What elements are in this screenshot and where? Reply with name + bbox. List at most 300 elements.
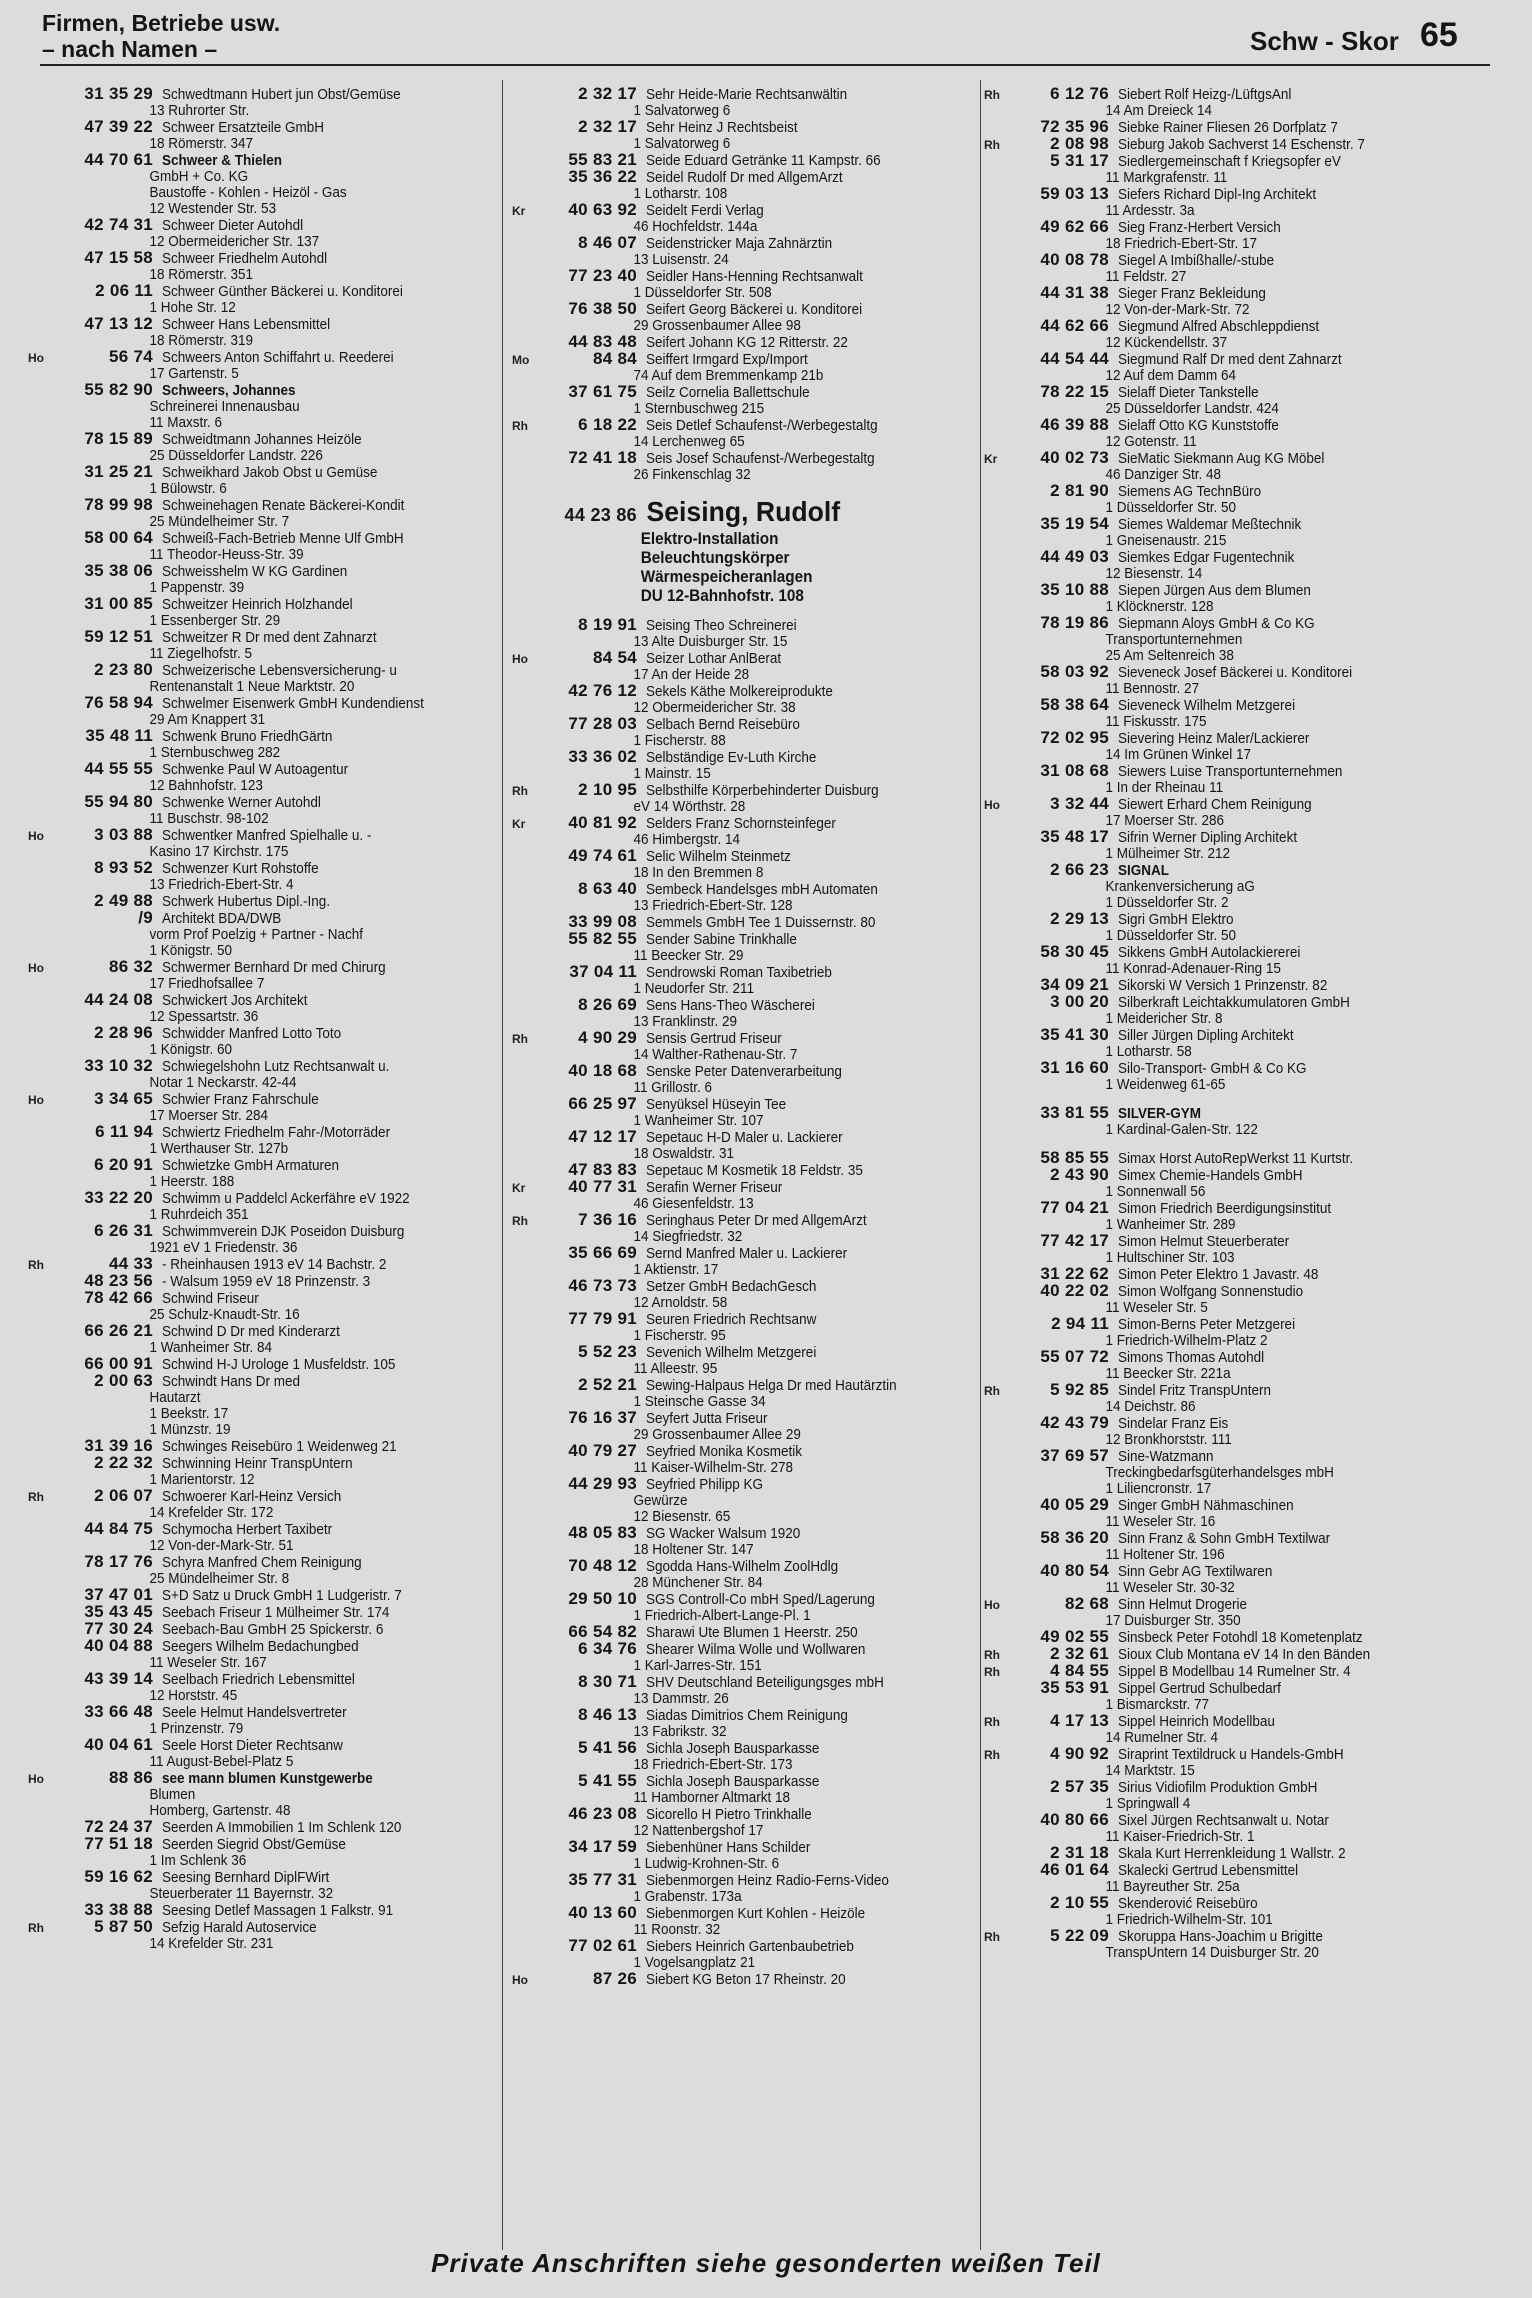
directory-entry xyxy=(28,794,490,827)
business-name: Schymocha Herbert Taxibetr xyxy=(162,1521,333,1538)
business-name: Sievering Heinz Maler/Lackierer xyxy=(1118,730,1310,747)
phone-number: 77 79 91 xyxy=(568,1309,637,1328)
entry-main-line xyxy=(512,1525,980,1542)
business-name: Schyra Manfred Chem Reinigung xyxy=(162,1554,362,1571)
phone-number: 2 31 18 xyxy=(1050,1843,1109,1862)
directory-entry xyxy=(512,301,980,334)
directory-entry xyxy=(512,1707,980,1740)
phone-number: 58 36 20 xyxy=(1040,1528,1109,1547)
business-name: Siller Jürgen Dipling Architekt xyxy=(1118,1027,1294,1044)
directory-entry xyxy=(28,860,490,893)
directory-entry xyxy=(512,1674,980,1707)
business-name: - Rheinhausen 1913 eV 14 Bachstr. 2 xyxy=(162,1256,387,1273)
district-code: Ho xyxy=(28,961,44,975)
business-name: Setzer GmbH BedachGesch xyxy=(646,1278,817,1295)
address-line: 12 Auf dem Damm 64 xyxy=(1105,367,1237,384)
entry-main-line xyxy=(28,662,490,679)
directory-entry xyxy=(28,464,490,497)
business-name: Silo-Transport- GmbH & Co KG xyxy=(1118,1060,1307,1077)
address-line: 1 Friedrich-Wilhelm-Str. 101 xyxy=(1105,1911,1273,1928)
address-line: 18 Römerstr. 351 xyxy=(149,266,254,283)
address-line: 14 Walther-Rathenau-Str. 7 xyxy=(633,1046,798,1063)
business-name: Sichla Joseph Bausparkasse xyxy=(646,1773,820,1790)
business-name: Schwimm u Paddelcl Ackerfähre eV 1922 xyxy=(162,1190,410,1207)
entry-main-line xyxy=(28,1919,490,1936)
business-name: Schwelmer Eisenwerk GmbH Kundendienst xyxy=(162,695,424,712)
address-line: 1 Ruhrdeich 351 xyxy=(149,1206,249,1223)
address-line: 1 Steinsche Gasse 34 xyxy=(633,1393,766,1410)
entry-main-line xyxy=(28,695,490,712)
address-line: Blumen xyxy=(149,1786,196,1803)
directory-entry xyxy=(28,530,490,563)
phone-number: 87 26 xyxy=(592,1969,637,1988)
address-line: 11 August-Bebel-Platz 5 xyxy=(149,1753,294,1770)
address-line: 12 Westender Str. 53 xyxy=(149,200,277,217)
entry-main-line xyxy=(512,1905,980,1922)
entry-main-line xyxy=(512,1641,980,1658)
address-line: Notar 1 Neckarstr. 42-44 xyxy=(149,1074,297,1091)
phone-number: 40 18 68 xyxy=(568,1061,637,1080)
address-line: 1 Meidericher Str. 8 xyxy=(1105,1010,1223,1027)
address-line: 1 Sternbuschweg 215 xyxy=(633,400,765,417)
directory-entry xyxy=(512,749,980,782)
phone-number: 44 24 08 xyxy=(84,990,153,1009)
address-line: DU 12-Bahnhofstr. 108 xyxy=(640,586,804,605)
phone-number: 35 53 91 xyxy=(1040,1678,1109,1697)
address-line: 11 Roonstr. 32 xyxy=(633,1921,721,1938)
directory-entry xyxy=(984,1596,1484,1629)
address-line: 1 Münzstr. 19 xyxy=(149,1421,231,1438)
address-line: 12 Bronkhorststr. 111 xyxy=(1105,1431,1232,1448)
address-line: 11 Kaiser-Friedrich-Str. 1 xyxy=(1105,1828,1255,1845)
district-code: Rh xyxy=(984,1748,1000,1762)
address-line: 17 Moerser Str. 286 xyxy=(1105,812,1225,829)
entry-main-line xyxy=(984,483,1484,500)
address-line: 12 Arnoldstr. 58 xyxy=(633,1294,728,1311)
address-line: 14 Deichstr. 86 xyxy=(1105,1398,1196,1415)
address-line: 1 Mainstr. 15 xyxy=(633,765,711,782)
address-line: 1 Wanheimer Str. 84 xyxy=(149,1339,273,1356)
entry-main-line xyxy=(512,1872,980,1889)
address-line: 11 Ziegelhofstr. 5 xyxy=(149,645,253,662)
phone-number: 48 23 56 xyxy=(84,1271,153,1290)
business-name: Siemens AG TechnBüro xyxy=(1118,483,1262,500)
entry-main-line xyxy=(28,1190,490,1207)
address-line: 11 Weseler Str. 30-32 xyxy=(1105,1579,1235,1596)
address-line: 1 Hultschiner Str. 103 xyxy=(1105,1249,1235,1266)
address-line: 28 Münchener Str. 84 xyxy=(633,1574,763,1591)
entry-main-line xyxy=(984,384,1484,401)
business-name: Schwind H-J Urologe 1 Musfeldstr. 105 xyxy=(162,1356,396,1373)
address-line: 1 Werthauser Str. 127b xyxy=(149,1140,289,1157)
phone-number: 72 41 18 xyxy=(568,448,637,467)
phone-number: 47 39 22 xyxy=(84,117,153,136)
entry-main-line xyxy=(28,1554,490,1571)
address-line: eV 14 Wörthstr. 28 xyxy=(633,798,746,815)
directory-entry xyxy=(984,1895,1484,1928)
directory-entry xyxy=(28,695,490,728)
district-code: Rh xyxy=(984,1715,1000,1729)
entry-main-line xyxy=(984,1283,1484,1300)
entry-main-line xyxy=(512,86,980,103)
directory-entry xyxy=(28,152,490,217)
entry-main-line xyxy=(512,1344,980,1361)
phone-number: 76 58 94 xyxy=(84,693,153,712)
business-name: Simon Wolfgang Sonnenstudio xyxy=(1118,1283,1304,1300)
address-line: 11 Feldstr. 27 xyxy=(1105,268,1187,285)
business-name: Schweikhard Jakob Obst u Gemüse xyxy=(162,464,378,481)
directory-entry xyxy=(28,910,490,959)
business-name: Selbach Bernd Reisebüro xyxy=(646,716,800,733)
business-name: Schwermer Bernhard Dr med Chirurg xyxy=(162,959,386,976)
directory-entry xyxy=(512,1377,980,1410)
directory-entry xyxy=(984,994,1484,1027)
directory-column-3 xyxy=(984,86,1484,2236)
directory-entry xyxy=(512,964,980,997)
phone-number: 3 00 20 xyxy=(1050,992,1109,1011)
phone-number: 6 20 91 xyxy=(94,1155,153,1174)
section-title-line2: – nach Namen – xyxy=(42,36,218,62)
address-line: Kasino 17 Kirchstr. 175 xyxy=(149,843,289,860)
business-name: Sieveneck Wilhelm Metzgerei xyxy=(1118,697,1296,714)
entry-main-line xyxy=(28,250,490,267)
district-code: Rh xyxy=(984,88,1000,102)
directory-entry xyxy=(512,1525,980,1558)
phone-number: 40 79 27 xyxy=(568,1441,637,1460)
phone-number: 2 32 61 xyxy=(1050,1644,1109,1663)
address-line: 1 Salvatorweg 6 xyxy=(633,102,731,119)
entry-main-line xyxy=(984,450,1484,467)
directory-entry xyxy=(28,1737,490,1770)
business-name: Sine-Watzmann xyxy=(1118,1448,1214,1465)
phone-number: 31 00 85 xyxy=(84,594,153,613)
business-name: Seidel Rudolf Dr med AllgemArzt xyxy=(646,169,843,186)
address-line: 12 Gotenstr. 11 xyxy=(1105,433,1197,450)
business-name: Seidelt Ferdi Verlag xyxy=(646,202,764,219)
directory-entry xyxy=(984,1233,1484,1266)
phone-number: 56 74 xyxy=(108,347,153,366)
business-name: Seegers Wilhelm Bedachungbed xyxy=(162,1638,359,1655)
address-line: 12 Horststr. 45 xyxy=(149,1687,238,1704)
business-name: Siegel A Imbißhalle/-stube xyxy=(1118,252,1275,269)
business-name: Siebert KG Beton 17 Rheinstr. 20 xyxy=(646,1971,846,1988)
phone-number: 8 46 13 xyxy=(578,1705,637,1724)
business-name: Schwidder Manfred Lotto Toto xyxy=(162,1025,342,1042)
business-name: Schwier Franz Fahrschule xyxy=(162,1091,319,1108)
address-line: 17 Friedhofsallee 7 xyxy=(149,975,265,992)
phone-number: 2 10 95 xyxy=(578,780,637,799)
address-line: 18 Holtener Str. 147 xyxy=(633,1541,754,1558)
business-name: SGS Controll-Co mbH Sped/Lagerung xyxy=(646,1591,875,1608)
address-line: 1 Kardinal-Galen-Str. 122 xyxy=(1105,1121,1258,1138)
phone-number: 8 26 69 xyxy=(578,995,637,1014)
entry-main-line xyxy=(984,1713,1484,1730)
directory-entry xyxy=(512,683,980,716)
business-name: Schwinges Reisebüro 1 Weidenweg 21 xyxy=(162,1438,397,1455)
business-name: Sippel Gertrud Schulbedarf xyxy=(1118,1680,1281,1697)
directory-entry xyxy=(512,1641,980,1674)
district-code: Rh xyxy=(984,1665,1000,1679)
address-line: 14 Siegfriedstr. 32 xyxy=(633,1228,743,1245)
phone-number: 46 73 73 xyxy=(568,1276,637,1295)
business-name: Simax Horst AutoRepWerkst 11 Kurtstr. xyxy=(1118,1150,1354,1167)
phone-number: 78 22 15 xyxy=(1040,382,1109,401)
section-title-line1: Firmen, Betriebe usw. xyxy=(42,10,281,36)
phone-number: 31 39 16 xyxy=(84,1436,153,1455)
entry-main-line xyxy=(28,629,490,646)
entry-main-line xyxy=(512,1179,980,1196)
phone-number: 78 15 89 xyxy=(84,429,153,448)
phone-number: 40 08 78 xyxy=(1040,250,1109,269)
directory-entry xyxy=(984,318,1484,351)
directory-entry xyxy=(984,153,1484,186)
entry-main-line xyxy=(512,683,980,700)
district-code: Rh xyxy=(984,1384,1000,1398)
directory-entry xyxy=(28,1058,490,1091)
directory-entry xyxy=(28,1671,490,1704)
entry-main-line xyxy=(28,464,490,481)
directory-entry xyxy=(984,1530,1484,1563)
address-line: GmbH + Co. KG xyxy=(149,168,249,185)
business-name: Senyüksel Hüseyin Tee xyxy=(646,1096,787,1113)
address-line: 18 Friedrich-Ebert-Str. 173 xyxy=(633,1756,793,1773)
directory-entry xyxy=(28,1919,490,1952)
directory-entry xyxy=(984,351,1484,384)
entry-main-line xyxy=(984,944,1484,961)
address-line: 12 Obermeidericher Str. 38 xyxy=(633,699,796,716)
business-name: Siebenmorgen Kurt Kohlen - Heizöle xyxy=(646,1905,866,1922)
address-line: 12 Biesenstr. 65 xyxy=(633,1508,731,1525)
address-line: 11 Weseler Str. 5 xyxy=(1105,1299,1208,1316)
phone-number: 72 02 95 xyxy=(1040,728,1109,747)
directory-entry xyxy=(512,1278,980,1311)
directory-entry xyxy=(512,1806,980,1839)
address-line: Elektro-Installation xyxy=(640,529,779,548)
directory-entry xyxy=(984,1812,1484,1845)
entry-main-line xyxy=(984,549,1484,566)
business-name: SHV Deutschland Beteiligungsges mbH xyxy=(646,1674,884,1691)
business-name: Serafin Werner Friseur xyxy=(646,1179,783,1196)
business-name: Singer GmbH Nähmaschinen xyxy=(1118,1497,1294,1514)
phone-number: 2 08 98 xyxy=(1050,134,1109,153)
address-line: 13 Franklinstr. 29 xyxy=(633,1013,738,1030)
directory-entry xyxy=(28,893,490,910)
address-line: 14 Im Grünen Winkel 17 xyxy=(1105,746,1252,763)
address-line: 25 Düsseldorfer Landstr. 226 xyxy=(149,447,323,464)
directory-entry xyxy=(28,959,490,992)
directory-entry xyxy=(512,1311,980,1344)
phone-number: 44 54 44 xyxy=(1040,349,1109,368)
business-name: Sikkens GmbH Autolackiererei xyxy=(1118,944,1301,961)
address-line: Krankenversicherung aG xyxy=(1105,878,1255,895)
directory-entry xyxy=(28,1704,490,1737)
address-line: 25 Düsseldorfer Landstr. 424 xyxy=(1105,400,1279,417)
phone-number: 47 12 17 xyxy=(568,1127,637,1146)
address-line: 12 Bahnhofstr. 123 xyxy=(149,777,263,794)
business-name: Schwickert Jos Architekt xyxy=(162,992,308,1009)
entry-main-line xyxy=(28,910,490,927)
district-code: Ho xyxy=(512,1973,528,1987)
address-line: 13 Alte Duisburger Str. 15 xyxy=(633,633,788,650)
business-name: Sernd Manfred Maler u. Lackierer xyxy=(646,1245,848,1262)
address-line: 13 Friedrich-Ebert-Str. 4 xyxy=(149,876,294,893)
phone-number: 37 61 75 xyxy=(568,382,637,401)
directory-entry xyxy=(28,119,490,152)
directory-entry xyxy=(28,992,490,1025)
entry-main-line xyxy=(984,1316,1484,1333)
entry-main-line xyxy=(984,582,1484,599)
address-line: 11 Bayreuther Str. 25a xyxy=(1105,1878,1240,1895)
directory-entry xyxy=(512,417,980,450)
entry-main-line xyxy=(512,351,980,368)
directory-entry xyxy=(984,1105,1484,1138)
address-line: 13 Ruhrorter Str. xyxy=(149,102,250,119)
address-line: 1 Düsseldorfer Str. 50 xyxy=(1105,499,1237,516)
phone-number: 44 70 61 xyxy=(84,150,153,169)
address-line: 14 Krefelder Str. 172 xyxy=(149,1504,274,1521)
phone-number: 66 54 82 xyxy=(568,1622,637,1641)
business-name: Sigri GmbH Elektro xyxy=(1118,911,1234,928)
entry-main-line xyxy=(512,450,980,467)
district-code: Rh xyxy=(984,1930,1000,1944)
entry-main-line xyxy=(28,1091,490,1108)
phone-number: 2 29 13 xyxy=(1050,909,1109,928)
directory-entry xyxy=(512,268,980,301)
business-name: Seis Detlef Schaufenst-/Werbegestaltg xyxy=(646,417,878,434)
phone-number: 48 05 83 xyxy=(568,1523,637,1542)
entry-main-line xyxy=(512,931,980,948)
business-name: Sirius Vidiofilm Produktion GmbH xyxy=(1118,1779,1318,1796)
business-name: Sippel B Modellbau 14 Rumelner Str. 4 xyxy=(1118,1663,1351,1680)
phone-number: 76 38 50 xyxy=(568,299,637,318)
business-name: Seesing Bernhard DiplFWirt xyxy=(162,1869,330,1886)
entry-main-line xyxy=(512,1591,980,1608)
entry-main-line xyxy=(984,1027,1484,1044)
directory-entry xyxy=(512,1063,980,1096)
business-name: Simex Chemie-Handels GmbH xyxy=(1118,1167,1303,1184)
business-name: SG Wacker Walsum 1920 xyxy=(646,1525,801,1542)
directory-entry xyxy=(512,86,980,119)
entry-main-line xyxy=(984,730,1484,747)
business-name: Seidenstricker Maja Zahnärztin xyxy=(646,235,833,252)
business-name: Siebke Rainer Fliesen 26 Dorfplatz 7 xyxy=(1118,119,1338,136)
phone-number: 46 39 88 xyxy=(1040,415,1109,434)
directory-entry xyxy=(984,219,1484,252)
phone-number: 55 82 90 xyxy=(84,380,153,399)
phone-number: /9 xyxy=(138,908,153,927)
phone-number: 66 26 21 xyxy=(84,1321,153,1340)
business-name: Sepetauc M Kosmetik 18 Feldstr. 35 xyxy=(646,1162,863,1179)
phone-number: 31 08 68 xyxy=(1040,761,1109,780)
district-code: Ho xyxy=(28,1093,44,1107)
phone-number: 6 26 31 xyxy=(94,1221,153,1240)
phone-number: 33 38 88 xyxy=(84,1900,153,1919)
phone-number: 88 86 xyxy=(108,1768,153,1787)
directory-entry xyxy=(512,169,980,202)
phone-number: 35 43 45 xyxy=(84,1602,153,1621)
directory-entry xyxy=(28,1554,490,1587)
address-line: 1 Mülheimer Str. 212 xyxy=(1105,845,1231,862)
directory-entry xyxy=(28,382,490,431)
address-line: 1 Hohe Str. 12 xyxy=(149,299,236,316)
address-line: 25 Mündelheimer Str. 7 xyxy=(149,513,290,530)
district-code: Rh xyxy=(28,1258,44,1272)
directory-entry xyxy=(984,1415,1484,1448)
directory-entry xyxy=(28,1521,490,1554)
phone-number: 78 99 98 xyxy=(84,495,153,514)
phone-number: 58 03 92 xyxy=(1040,662,1109,681)
address-line: 1 Friedrich-Wilhelm-Platz 2 xyxy=(1105,1332,1268,1349)
entry-main-line xyxy=(984,829,1484,846)
entry-main-line xyxy=(512,334,980,351)
phone-number: 72 24 37 xyxy=(84,1817,153,1836)
address-line: 1 Düsseldorfer Str. 508 xyxy=(633,284,772,301)
phone-number: 33 36 02 xyxy=(568,747,637,766)
phone-number: 66 00 91 xyxy=(84,1354,153,1373)
phone-number: 2 23 80 xyxy=(94,660,153,679)
phone-number: 44 33 xyxy=(108,1254,153,1273)
phone-number: 40 22 02 xyxy=(1040,1281,1109,1300)
entry-main-line xyxy=(984,1233,1484,1250)
entry-main-line xyxy=(28,119,490,136)
business-name: Schweer Günther Bäckerei u. Konditorei xyxy=(162,283,403,300)
directory-entry xyxy=(984,516,1484,549)
directory-entry xyxy=(512,1971,980,1988)
phone-number: 59 16 62 xyxy=(84,1867,153,1886)
business-name: Seebach-Bau GmbH 25 Spickerstr. 6 xyxy=(162,1621,384,1638)
entry-main-line xyxy=(984,1812,1484,1829)
business-name: Seele Helmut Handelsvertreter xyxy=(162,1704,347,1721)
business-name: Schweisshelm W KG Gardinen xyxy=(162,563,348,580)
directory-entry xyxy=(512,334,980,351)
business-name: Sgodda Hans-Wilhelm ZoolHdlg xyxy=(646,1558,839,1575)
address-line: 14 Am Dreieck 14 xyxy=(1105,102,1213,119)
district-code: Kr xyxy=(984,452,998,466)
address-line: Rentenanstalt 1 Neue Marktstr. 20 xyxy=(149,678,355,695)
phone-number: 58 30 45 xyxy=(1040,942,1109,961)
phone-number: 6 34 76 xyxy=(578,1639,637,1658)
phone-number: 2 32 17 xyxy=(578,117,637,136)
address-line: 1 Neudorfer Str. 211 xyxy=(633,980,755,997)
address-line: 14 Lerchenweg 65 xyxy=(633,433,745,450)
entry-main-line xyxy=(512,1938,980,1955)
business-name: Sefzig Harald Autoservice xyxy=(162,1919,317,1936)
business-name: Seising, Rudolf xyxy=(646,496,841,527)
address-line: 29 Grossenbaumer Allee 98 xyxy=(633,317,801,334)
entry-main-line xyxy=(984,697,1484,714)
phone-number: 7 36 16 xyxy=(578,1210,637,1229)
directory-entry xyxy=(984,1027,1484,1060)
business-name: Schwenzer Kurt Rohstoffe xyxy=(162,860,319,877)
directory-entry xyxy=(512,1558,980,1591)
phone-number: 78 17 76 xyxy=(84,1552,153,1571)
directory-entry xyxy=(984,1060,1484,1093)
business-name: Sens Hans-Theo Wäscherei xyxy=(646,997,815,1014)
phone-number: 44 55 55 xyxy=(84,759,153,778)
entry-main-line xyxy=(512,1971,980,1988)
phone-number: 40 05 29 xyxy=(1040,1495,1109,1514)
address-line: Wärmespeicheranlagen xyxy=(640,567,813,586)
directory-entry xyxy=(28,1488,490,1521)
address-line: 11 Weseler Str. 167 xyxy=(149,1654,267,1671)
phone-number: 33 81 55 xyxy=(1040,1103,1109,1122)
business-name: Sender Sabine Trinkhalle xyxy=(646,931,797,948)
entry-main-line xyxy=(512,1030,980,1047)
address-line: 14 Rumelner Str. 4 xyxy=(1105,1729,1219,1746)
address-line: 1 Pappenstr. 39 xyxy=(149,579,245,596)
business-name: Schwind D Dr med Kinderarzt xyxy=(162,1323,340,1340)
phone-number: 35 19 54 xyxy=(1040,514,1109,533)
